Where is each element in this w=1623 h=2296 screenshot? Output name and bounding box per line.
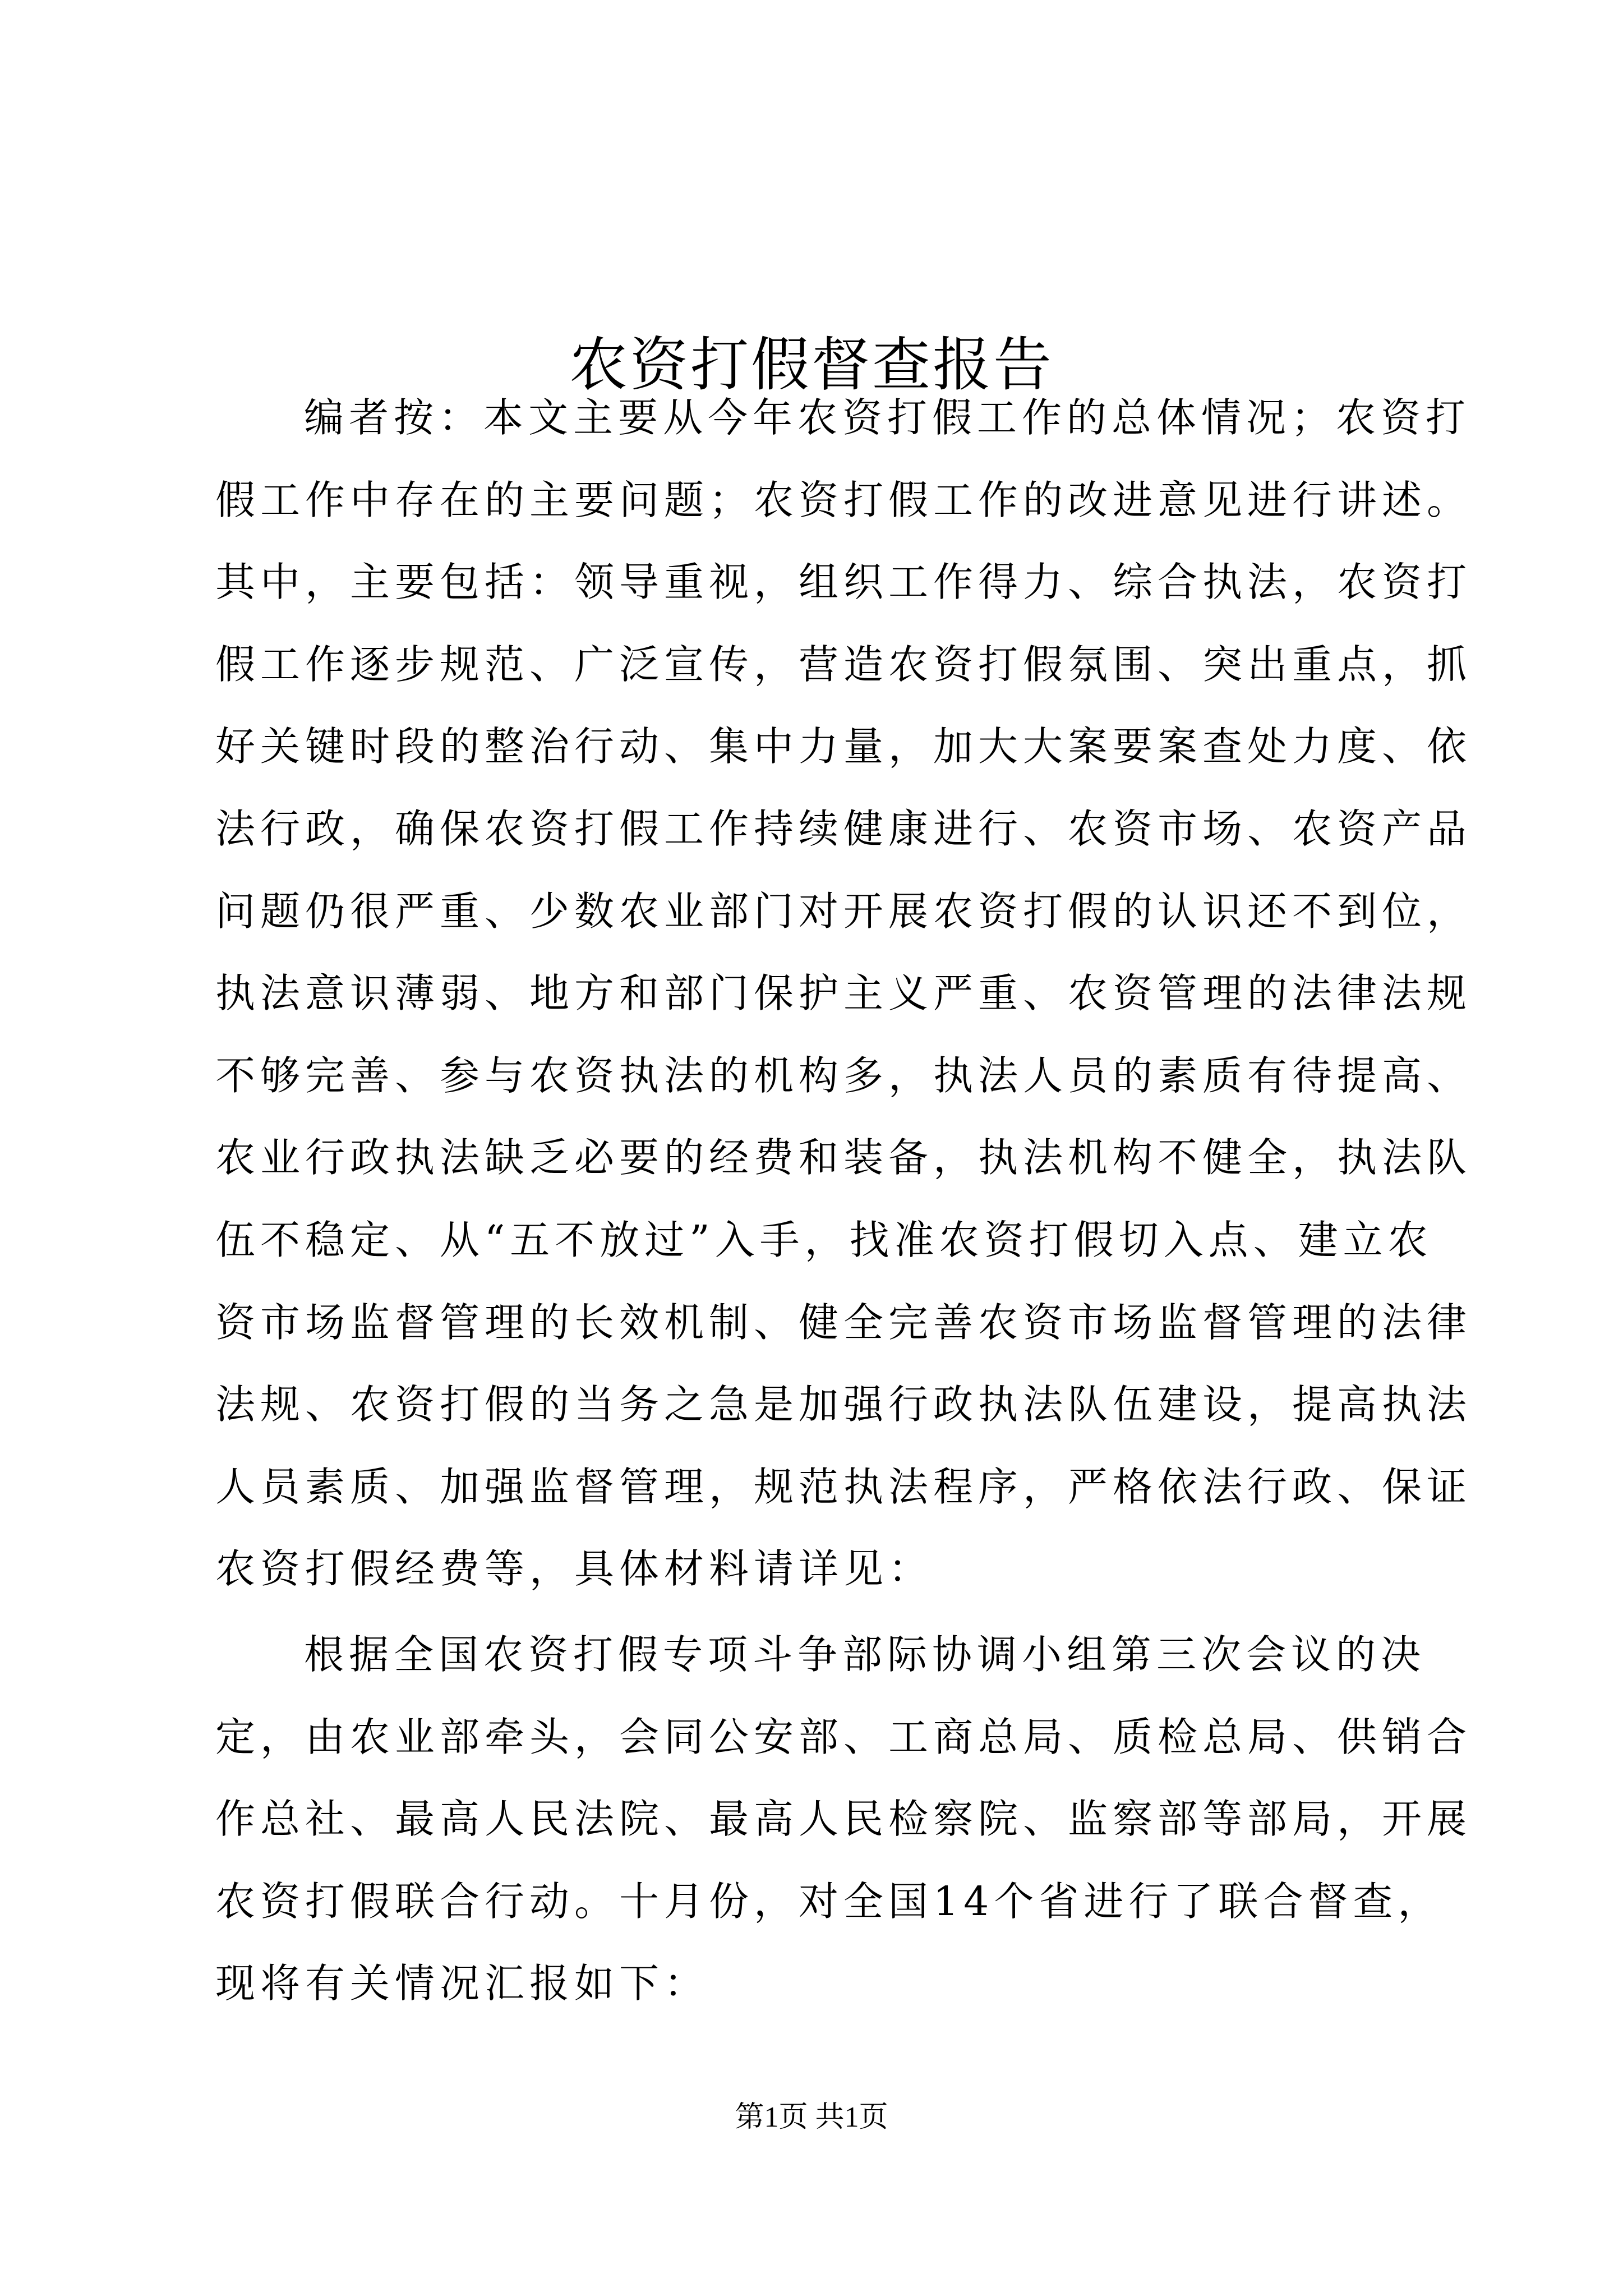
paragraph-line: 不够完善、参与农资执法的机构多，执法人员的素质有待提高、 [215,1052,1472,1099]
paragraph-line: 法行政，确保农资打假工作持续健康进行、农资市场、农资产品 [215,805,1472,852]
paragraph-line: 好关键时段的整治行动、集中力量，加大大案要案查处力度、依 [215,723,1472,770]
paragraph-line: 假工作中存在的主要问题；农资打假工作的改进意见进行讲述。 [215,476,1472,523]
paragraph-line: 现将有关情况汇报如下： [215,1960,709,2007]
paragraph-line: 其中，主要包括：领导重视，组织工作得力、综合执法，农资打 [215,559,1472,606]
paragraph-line: 编者按：本文主要从今年农资打假工作的总体情况；农资打 [304,394,1471,441]
paragraph-line: 伍不稳定、从“五不放过”入手，找准农资打假切入点、建立农 [215,1216,1433,1263]
paragraph-line: 问题仍很严重、少数农业部门对开展农资打假的认识还不到位， [215,887,1472,935]
editor-note-paragraph [215,377,1472,1611]
paragraph-line: 农资打假联合行动。十月份，对全国14个省进行了联合督查， [215,1878,1443,1925]
paragraph-line: 定，由农业部牵头，会同公安部、工商总局、质检总局、供销合 [215,1713,1472,1760]
paragraph-line: 根据全国农资打假专项斗争部际协调小组第三次会议的决 [304,1631,1426,1678]
paragraph-line: 作总社、最高人民法院、最高人民检察院、监察部等部局，开展 [215,1796,1472,1843]
body-paragraph [215,1614,1472,2025]
paragraph-line: 人员素质、加强监督管理，规范执法程序，严格依法行政、保证 [215,1463,1472,1510]
paragraph-line: 假工作逐步规范、广泛宣传，营造农资打假氛围、突出重点，抓 [215,641,1472,688]
paragraph-line: 农资打假经费等，具体材料请详见： [215,1545,934,1593]
paragraph-line: 农业行政执法缺乏必要的经费和装备，执法机构不健全，执法队 [215,1134,1472,1181]
page-number-footer: 第1页 共1页 [735,2101,888,2133]
paragraph-line: 法规、农资打假的当务之急是加强行政执法队伍建设，提高执法 [215,1381,1472,1428]
paragraph-line: 资市场监督管理的长效机制、健全完善农资市场监督管理的法律 [215,1299,1472,1346]
document-title: 农资打假督查报告 [569,330,1054,399]
paragraph-line: 执法意识薄弱、地方和部门保护主义严重、农资管理的法律法规 [215,970,1472,1017]
